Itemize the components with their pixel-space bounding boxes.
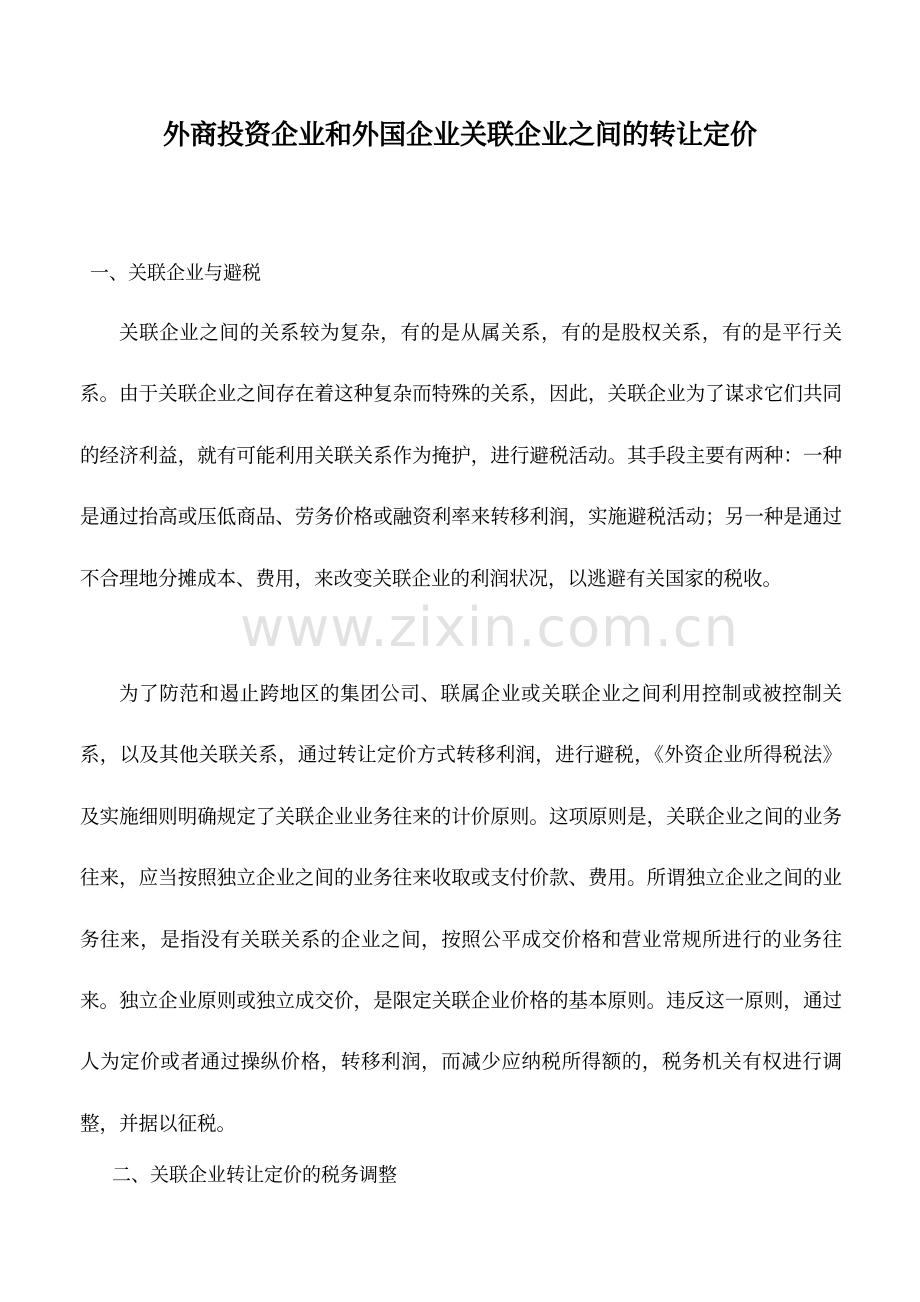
document-title: 外商投资企业和外国企业关联企业之间的转让定价 bbox=[163, 120, 757, 151]
paragraph-1: 关联企业之间的关系较为复杂，有的是从属关系，有的是股权关系，有的是平行关系。由于关联企业之间存在着这种复杂而特殊的关系，因此，关联企业为了谋求它们共同的经济利益，就有可能利用关联关系作为掩护，进行避税活动。其手段主要有两种：一种是通过抬高或压低商品、劳务价格或融资利率来转移利润，实施避税活动；另一种是通过不合理地分摊成本、费用，来改变关联企业的利润状况，以逃避有关国家的税收。 bbox=[80, 321, 842, 590]
paragraph-2: 为了防范和遏止跨地区的集团公司、联属企业或关联企业之间利用控制或被控制关系，以及其他关联关系，通过转让定价方式转移利润，进行避税，《外资企业所得税法》及实施细则明确规定了关联企业业务往来的计价原则。这项原则是，关联企业之间的业务往来，应当按照独立企业之间的业务往来收取或支付价款、费用。所谓独立企业之间的业务往来，是指没有关联关系的企业之间，按照公平成交价格和营业常规所进行的业务往来。独立企业原则或独立成交价，是限定关联企业价格的基本原则。违反这一原则，通过人为定价或者通过操纵价格，转移利润，而减少应纳税所得额的，税务机关有权进行调整，并据以征税。 bbox=[80, 682, 842, 1135]
section-heading-2: 二、关联企业转让定价的税务调整 bbox=[112, 1164, 398, 1186]
section-heading-1: 一、关联企业与避税 bbox=[90, 262, 262, 284]
watermark: www.zixin.com.cn bbox=[240, 596, 739, 659]
